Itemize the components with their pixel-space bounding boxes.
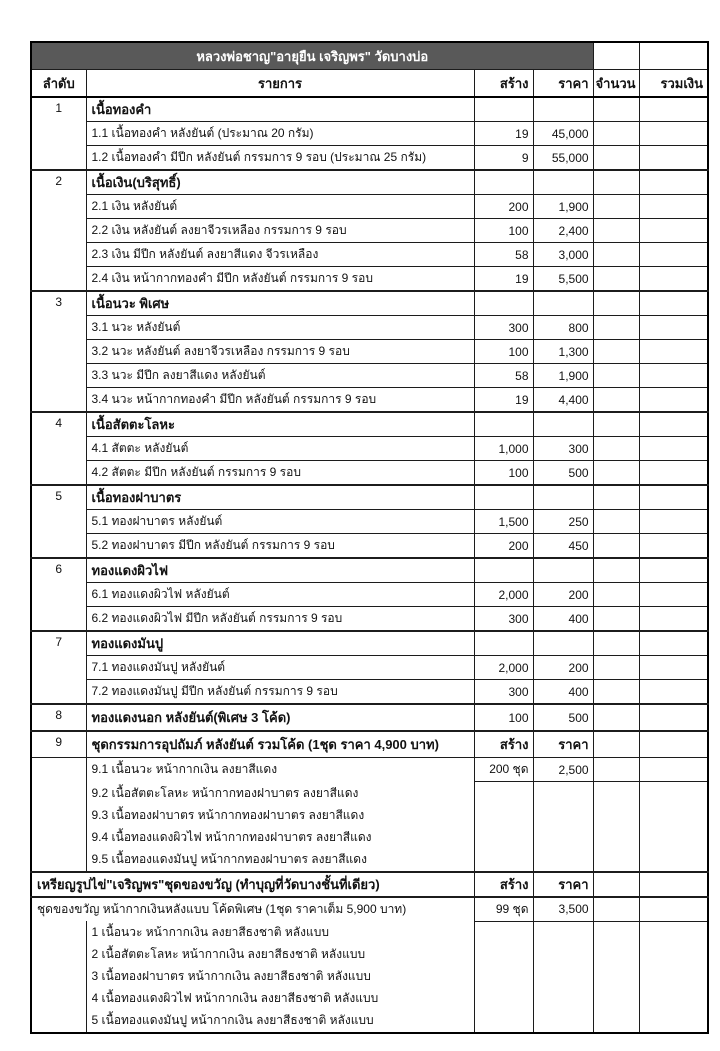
total-cell	[639, 485, 708, 510]
row-number: 2	[31, 170, 86, 291]
made-cell: สร้าง	[474, 872, 533, 897]
row-number	[31, 921, 86, 1033]
section-label: เหรียญรูปไข่"เจริญพร"ชุดของขวัญ (ทำบุญที่วัดบางชั้นที่เดียว)	[31, 872, 474, 897]
qty-cell	[593, 558, 639, 583]
table-row	[31, 267, 708, 292]
section-label: เนื้อสัตตะโลหะ	[86, 412, 474, 437]
qty-cell	[593, 782, 639, 872]
total-cell	[639, 921, 708, 1033]
total-cell	[639, 364, 708, 388]
total-cell	[639, 146, 708, 171]
made-cell: 19	[474, 267, 533, 292]
section-label: ทองแดงมันปู	[86, 631, 474, 656]
qty-cell	[593, 534, 639, 559]
qty-cell	[593, 291, 639, 316]
total-cell	[639, 219, 708, 243]
table-row	[31, 607, 708, 632]
title-blank-qty-cell	[593, 42, 639, 70]
price-cell: 400	[533, 680, 593, 705]
price-cell: 250	[533, 510, 593, 534]
item-line: 1 เนื้อนวะ หน้ากากเงิน ลงยาสีธงชาติ หลังแบบ	[91, 925, 329, 939]
item-label: 2.4 เงิน หน้ากากทองคำ มีปีก หลังยันต์ กรรมการ 9 รอบ	[86, 267, 474, 292]
item-label: 3.1 นวะ หลังยันต์	[86, 316, 474, 340]
total-cell	[639, 607, 708, 632]
table-row	[31, 897, 708, 922]
made-cell: 100	[474, 340, 533, 364]
item-label: 1.1 เนื้อทองคำ หลังยันต์ (ประมาณ 20 กรัม)	[86, 122, 474, 146]
qty-cell	[593, 97, 639, 122]
total-cell	[639, 782, 708, 872]
row-number: 4	[31, 412, 86, 485]
price-cell	[533, 558, 593, 583]
item-line: 4 เนื้อทองแดงผิวไฟ หน้ากากเงิน ลงยาสีธงชาติ หลังแบบ	[91, 991, 379, 1005]
price-cell	[533, 921, 593, 1033]
row-number	[31, 758, 86, 872]
col-header-price: ราคา	[533, 70, 593, 98]
made-cell	[474, 97, 533, 122]
price-cell: 45,000	[533, 122, 593, 146]
price-cell: ราคา	[533, 872, 593, 897]
total-cell	[639, 461, 708, 486]
table-row	[31, 291, 708, 316]
item-label: 6.2 ทองแดงผิวไฟ มีปีก หลังยันต์ กรรมการ 9 รอบ	[86, 607, 474, 632]
table-row	[31, 170, 708, 195]
qty-cell	[593, 897, 639, 922]
made-cell: 2,000	[474, 656, 533, 680]
made-cell	[474, 631, 533, 656]
qty-cell	[593, 731, 639, 758]
table-row	[31, 340, 708, 364]
row-number: 3	[31, 291, 86, 412]
table-row	[31, 656, 708, 680]
qty-cell	[593, 656, 639, 680]
document-title: หลวงพ่อชาญ"อายุยืน เจริญพร" วัดบางบ่อ	[31, 42, 593, 70]
total-cell	[639, 897, 708, 922]
made-cell: 58	[474, 243, 533, 267]
total-cell	[639, 437, 708, 461]
total-cell	[639, 872, 708, 897]
price-cell: 500	[533, 461, 593, 486]
section-label: ทองแดงนอก หลังยันต์(พิเศษ 3 โค้ด)	[86, 704, 474, 731]
item-list-cell	[86, 782, 474, 872]
item-line: 9.5 เนื้อทองแดงมันปู หน้ากากทองฝาบาตร ลงยาสีแดง	[91, 851, 367, 866]
table-row	[31, 872, 708, 897]
total-cell	[639, 534, 708, 559]
total-cell	[639, 243, 708, 267]
price-cell: 3,000	[533, 243, 593, 267]
made-cell: 1,000	[474, 437, 533, 461]
item-label: 3.4 นวะ หน้ากากทองคำ มีปีก หลังยันต์ กรรมการ 9 รอบ	[86, 388, 474, 413]
table-row	[31, 583, 708, 607]
price-table	[30, 41, 709, 1034]
item-line: 3 เนื้อทองฝาบาตร หน้ากากเงิน ลงยาสีธงชาติ หลังแบบ	[91, 969, 371, 983]
table-row	[31, 364, 708, 388]
qty-cell	[593, 316, 639, 340]
made-cell	[474, 412, 533, 437]
price-cell: 4,400	[533, 388, 593, 413]
made-cell	[474, 558, 533, 583]
total-cell	[639, 583, 708, 607]
price-cell: 2,400	[533, 219, 593, 243]
price-cell	[533, 97, 593, 122]
section-label: เนื้อเงิน(บริสุทธิ์)	[86, 170, 474, 195]
table-row	[31, 97, 708, 122]
col-header-no: ลำดับ	[31, 70, 86, 98]
price-cell: 450	[533, 534, 593, 559]
made-cell: 300	[474, 607, 533, 632]
table-row	[31, 146, 708, 171]
price-cell: 55,000	[533, 146, 593, 171]
table-row	[31, 680, 708, 705]
price-cell	[533, 170, 593, 195]
item-label: 2.2 เงิน หลังยันต์ ลงยาจีวรเหลือง กรรมการ 9 รอบ	[86, 219, 474, 243]
total-cell	[639, 631, 708, 656]
made-cell	[474, 170, 533, 195]
item-line: 5 เนื้อทองแดงมันปู หน้ากากเงิน ลงยาสีธงชาติ หลังแบบ	[91, 1013, 374, 1027]
table-row	[31, 534, 708, 559]
total-cell	[639, 412, 708, 437]
qty-cell	[593, 340, 639, 364]
price-cell: 1,300	[533, 340, 593, 364]
made-cell: 100	[474, 704, 533, 731]
col-header-total: รวมเงิน	[639, 70, 708, 98]
price-cell: ราคา	[533, 731, 593, 758]
qty-cell	[593, 510, 639, 534]
made-cell	[474, 782, 533, 872]
total-cell	[639, 316, 708, 340]
table-row	[31, 921, 708, 1033]
made-cell: 58	[474, 364, 533, 388]
qty-cell	[593, 704, 639, 731]
made-cell: 19	[474, 122, 533, 146]
made-cell: 19	[474, 388, 533, 413]
qty-cell	[593, 461, 639, 486]
qty-cell	[593, 872, 639, 897]
section-label: ชุดของขวัญ หน้ากากเงินหลังแบบ โค้ดพิเศษ (1ชุด ราคาเต็ม 5,900 บาท)	[31, 897, 474, 922]
table-row	[31, 510, 708, 534]
made-cell	[474, 291, 533, 316]
total-cell	[639, 510, 708, 534]
item-label: 6.1 ทองแดงผิวไฟ หลังยันต์	[86, 583, 474, 607]
made-cell: สร้าง	[474, 731, 533, 758]
total-cell	[639, 704, 708, 731]
item-label: 4.2 สัตตะ มีปีก หลังยันต์ กรรมการ 9 รอบ	[86, 461, 474, 486]
price-cell: 400	[533, 607, 593, 632]
item-label: 3.3 นวะ มีปีก ลงยาสีแดง หลังยันต์	[86, 364, 474, 388]
col-header-made: สร้าง	[474, 70, 533, 98]
header-row	[31, 70, 708, 98]
price-cell: 3,500	[533, 897, 593, 922]
price-cell: 800	[533, 316, 593, 340]
made-cell: 2,000	[474, 583, 533, 607]
made-cell: 100	[474, 461, 533, 486]
made-cell: 300	[474, 680, 533, 705]
price-cell: 1,900	[533, 195, 593, 219]
price-cell: 2,500	[533, 758, 593, 782]
total-cell	[639, 388, 708, 413]
total-cell	[639, 340, 708, 364]
item-line: 9.4 เนื้อทองแดงผิวไฟ หน้ากากทองฝาบาตร ลงยาสีแดง	[91, 829, 372, 844]
total-cell	[639, 195, 708, 219]
item-line: 2 เนื้อสัตตะโลหะ หน้ากากเงิน ลงยาสีธงชาติ หลังแบบ	[91, 947, 366, 961]
table-row	[31, 316, 708, 340]
section-label: เนื้อทองคำ	[86, 97, 474, 122]
item-label: 1.2 เนื้อทองคำ มีปีก หลังยันต์ กรรมการ 9 รอบ (ประมาณ 25 กรัม)	[86, 146, 474, 171]
total-cell	[639, 267, 708, 292]
table-row	[31, 461, 708, 486]
table-row	[31, 412, 708, 437]
total-cell	[639, 291, 708, 316]
qty-cell	[593, 583, 639, 607]
row-number: 5	[31, 485, 86, 558]
price-table-body	[31, 42, 708, 1033]
made-cell	[474, 921, 533, 1033]
row-number: 1	[31, 97, 86, 170]
item-label: 4.1 สัตตะ หลังยันต์	[86, 437, 474, 461]
section-label: เนื้อนวะ พิเศษ	[86, 291, 474, 316]
total-cell	[639, 731, 708, 758]
price-cell	[533, 782, 593, 872]
item-label: 3.2 นวะ หลังยันต์ ลงยาจีวรเหลือง กรรมการ 9 รอบ	[86, 340, 474, 364]
total-cell	[639, 170, 708, 195]
qty-cell	[593, 122, 639, 146]
row-number: 6	[31, 558, 86, 631]
price-cell	[533, 291, 593, 316]
made-cell: 9	[474, 146, 533, 171]
table-row	[31, 704, 708, 731]
table-row	[31, 437, 708, 461]
table-row	[31, 558, 708, 583]
item-label: 7.2 ทองแดงมันปู มีปีก หลังยันต์ กรรมการ 9 รอบ	[86, 680, 474, 705]
table-row	[31, 219, 708, 243]
col-header-qty: จำนวน	[593, 70, 639, 98]
section-label: ทองแดงผิวไฟ	[86, 558, 474, 583]
price-cell	[533, 631, 593, 656]
total-cell	[639, 122, 708, 146]
price-cell: 200	[533, 656, 593, 680]
table-row	[31, 631, 708, 656]
made-cell: 200	[474, 534, 533, 559]
qty-cell	[593, 485, 639, 510]
qty-cell	[593, 146, 639, 171]
title-row	[31, 42, 708, 70]
item-label: 9.1 เนื้อนวะ หน้ากากเงิน ลงยาสีแดง	[86, 758, 474, 782]
col-header-item: รายการ	[86, 70, 474, 98]
price-cell: 300	[533, 437, 593, 461]
qty-cell	[593, 388, 639, 413]
item-line: 9.2 เนื้อสัตตะโลหะ หน้ากากทองฝาบาตร ลงยาสีแดง	[91, 785, 359, 800]
made-cell: 100	[474, 219, 533, 243]
price-cell	[533, 412, 593, 437]
price-cell: 200	[533, 583, 593, 607]
item-label: 5.1 ทองฝาบาตร หลังยันต์	[86, 510, 474, 534]
table-row	[31, 122, 708, 146]
made-cell: 200 ชุด	[474, 758, 533, 782]
total-cell	[639, 680, 708, 705]
made-cell: 300	[474, 316, 533, 340]
row-number: 7	[31, 631, 86, 704]
item-label: 5.2 ทองฝาบาตร มีปีก หลังยันต์ กรรมการ 9 รอบ	[86, 534, 474, 559]
table-row	[31, 782, 708, 872]
qty-cell	[593, 267, 639, 292]
total-cell	[639, 758, 708, 782]
qty-cell	[593, 607, 639, 632]
qty-cell	[593, 680, 639, 705]
qty-cell	[593, 437, 639, 461]
total-cell	[639, 558, 708, 583]
table-row	[31, 388, 708, 413]
price-cell: 1,900	[533, 364, 593, 388]
table-row	[31, 731, 708, 758]
qty-cell	[593, 631, 639, 656]
row-number: 8	[31, 704, 86, 731]
qty-cell	[593, 921, 639, 1033]
section-label: ชุดกรรมการอุปถัมภ์ หลังยันต์ รวมโค้ด (1ชุด ราคา 4,900 บาท)	[86, 731, 474, 758]
qty-cell	[593, 243, 639, 267]
item-label: 7.1 ทองแดงมันปู หลังยันต์	[86, 656, 474, 680]
table-row	[31, 485, 708, 510]
qty-cell	[593, 170, 639, 195]
item-list-cell	[86, 921, 474, 1033]
qty-cell	[593, 364, 639, 388]
item-line: 9.3 เนื้อทองฝาบาตร หน้ากากทองฝาบาตร ลงยาสีแดง	[91, 807, 365, 822]
qty-cell	[593, 195, 639, 219]
row-number: 9	[31, 731, 86, 758]
made-cell: 1,500	[474, 510, 533, 534]
table-row	[31, 243, 708, 267]
price-cell	[533, 485, 593, 510]
item-label: 2.1 เงิน หลังยันต์	[86, 195, 474, 219]
total-cell	[639, 656, 708, 680]
qty-cell	[593, 219, 639, 243]
title-blank-total-cell	[639, 42, 708, 70]
section-label: เนื้อทองฝาบาตร	[86, 485, 474, 510]
table-row	[31, 195, 708, 219]
item-label: 2.3 เงิน มีปีก หลังยันต์ ลงยาสีแดง จีวรเหลือง	[86, 243, 474, 267]
price-cell: 5,500	[533, 267, 593, 292]
qty-cell	[593, 758, 639, 782]
made-cell	[474, 485, 533, 510]
price-cell: 500	[533, 704, 593, 731]
qty-cell	[593, 412, 639, 437]
made-cell: 99 ชุด	[474, 897, 533, 922]
table-row	[31, 758, 708, 782]
total-cell	[639, 97, 708, 122]
made-cell: 200	[474, 195, 533, 219]
